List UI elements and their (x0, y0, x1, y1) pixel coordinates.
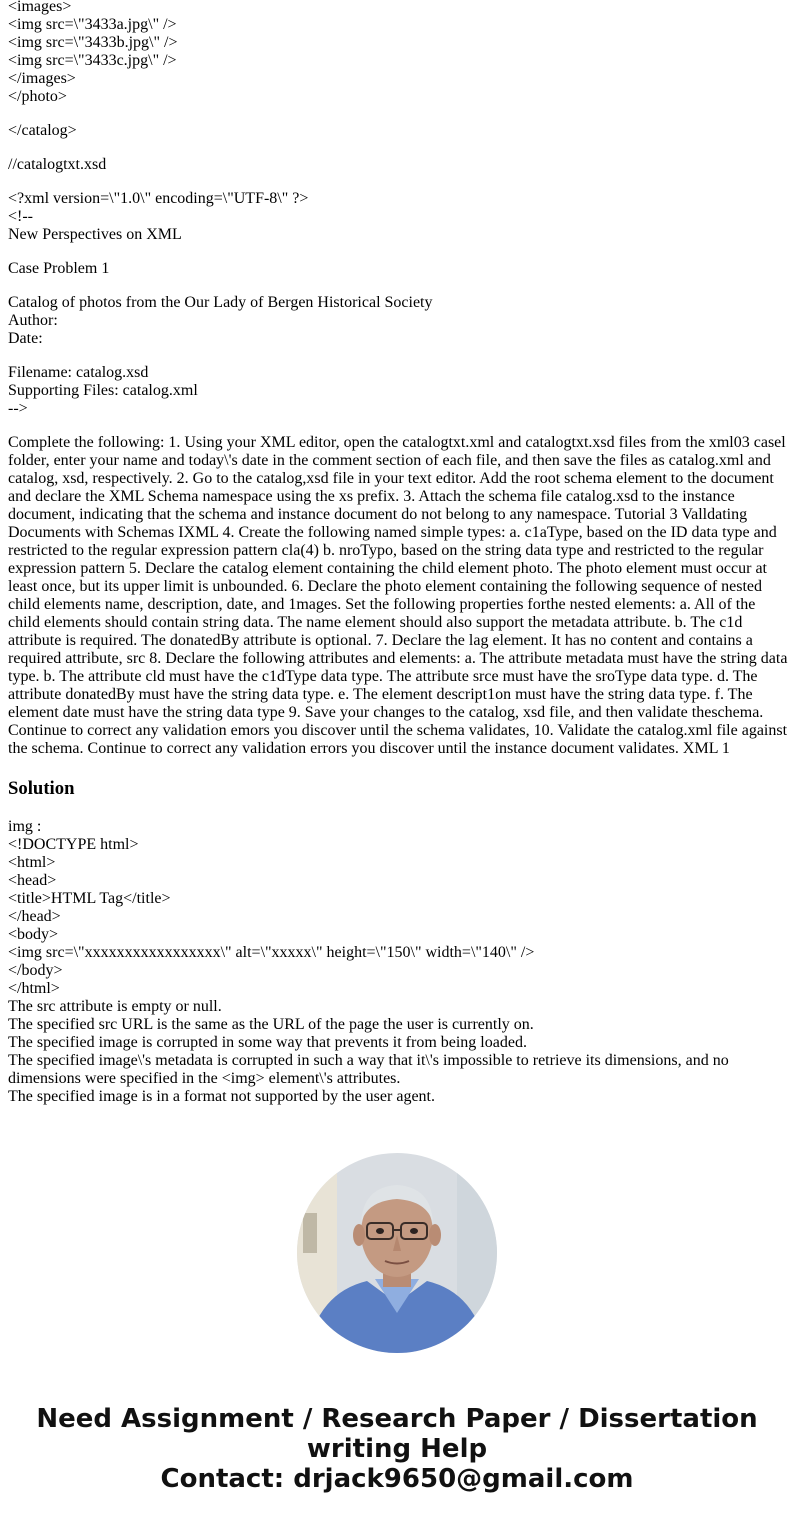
files-line: Supporting Files: catalog.xml (8, 382, 198, 399)
code-line: <images> (8, 0, 72, 15)
xml-tail-block (8, 0, 788, 106)
case-problem: Case Problem 1 (8, 260, 110, 277)
header-block (8, 294, 788, 348)
format-note: The specified image is in a format not supported by the user agent. (8, 1088, 435, 1105)
solution-line: The specified src URL is the same as the URL of the page the user is currently on. (8, 1016, 534, 1033)
code-line: </images> (8, 70, 76, 87)
solution-line: <head> (8, 872, 57, 889)
solution-line: img : (8, 818, 42, 835)
comment-close: --> (8, 400, 28, 417)
solution-line: <img src=\"xxxxxxxxxxxxxxxxx\" alt=\"xxxxx\" height=\"150\" width=\"140\" /> (8, 944, 535, 961)
solution-line: <!DOCTYPE html> (8, 836, 139, 853)
author-avatar (297, 1153, 497, 1353)
code-line: </photo> (8, 88, 67, 105)
metadata-note: The specified image\'s metadata is corrupted in such a way that it\'s impossible to retrieve its dimensions, and no dimensions were specified in the <img> element\'s attributes. (8, 1052, 729, 1087)
instructions-paragraph: Complete the following: 1. Using your XML editor, open the catalogtxt.xml and catalogtxt.xsd files from the xml03 casel folder, enter your name and today\'s date in the comment section of each file, and then save the files as catalog.xml and catalog, xsd, respectively. 2. Go to the catalog,xsd file in your text editor. Add the root schema element to the document and declare the XML Schema namespace using the xs prefix. 3. Attach the schema file catalog.xsd to the instance document, indicating that the schema and instance document do not belong to any namespace. Tutorial 3 Valldating Documents with Schemas IXML 4. Create the following named simple types: a. c1aType, based on the ID data type and restricted to the regular expression pattern cla(4) b. nroTypo, based on the string data type and restricted to the regular expression pattern 5. Declare the catalog element containing the child element photo. The photo element must occur at least once, but its upper limit is unbounded. 6. Declare the photo element containing the following sequence of nested child elements name, description, date, and 1mages. Set the following properties forthe nested elements: a. All of the child elements should contain string data. The name element should also support the metadata attribute. b. The c1d attribute is required. The donatedBy attribute is optional. 7. Declare the lag element. It has no content and contains a required attribute, src 8. Declare the following attributes and elements: a. The attribute metadata must have the string data type. b. The attribute cld must have the c1dType data type. The attribute srce must have the sroType data type. d. The attribute donatedBy must have the string data type. e. The element descript1on must have the string data type. f. The element date must have the string data type 9. Save your changes to the catalog, xsd file, and then validate theschema. Continue to correct any validation emors you discover until the schema validates, 10. Validate the catalog.xml file against the schema. Continue to correct any validation errors you discover until the instance document validates. XML 1 (8, 434, 788, 757)
solution-line: </head> (8, 908, 61, 925)
solution-block (8, 818, 788, 1106)
code-line: <img src=\"3433c.jpg\" /> (8, 52, 177, 69)
solution-heading: Solution (8, 778, 75, 799)
footer-contact-email: Contact: drjack9650@gmail.com (160, 1464, 634, 1494)
header-line: Author: (8, 312, 58, 329)
solution-line: <html> (8, 854, 56, 871)
book-title: New Perspectives on XML (8, 226, 182, 243)
solution-line: </body> (8, 962, 63, 979)
solution-line: <title>HTML Tag</title> (8, 890, 171, 907)
solution-line: The src attribute is empty or null. (8, 998, 222, 1015)
xml-declaration: <?xml version=\"1.0\" encoding=\"UTF-8\" ?> (8, 190, 309, 207)
solution-line: </html> (8, 980, 60, 997)
code-line: <img src=\"3433a.jpg\" /> (8, 16, 177, 33)
footer-line: Need Assignment / Research Paper / Dissertation (36, 1404, 758, 1434)
header-line: Date: (8, 330, 43, 347)
header-line: Catalog of photos from the Our Lady of Bergen Historical Society (8, 294, 433, 311)
files-line: Filename: catalog.xsd (8, 364, 149, 381)
footer-contact (0, 1404, 794, 1494)
solution-line: The specified image is corrupted in some way that prevents it from being loaded. (8, 1034, 527, 1051)
author-portrait (297, 1153, 497, 1353)
files-block (8, 364, 788, 418)
xsd-filename: //catalogtxt.xsd (8, 156, 107, 173)
document-body (8, 0, 788, 1106)
code-line: <img src=\"3433b.jpg\" /> (8, 34, 178, 51)
footer-line: writing Help (306, 1434, 488, 1464)
solution-line: <body> (8, 926, 59, 943)
catalog-close-tag: </catalog> (8, 122, 77, 139)
comment-open: <!-- (8, 208, 34, 225)
